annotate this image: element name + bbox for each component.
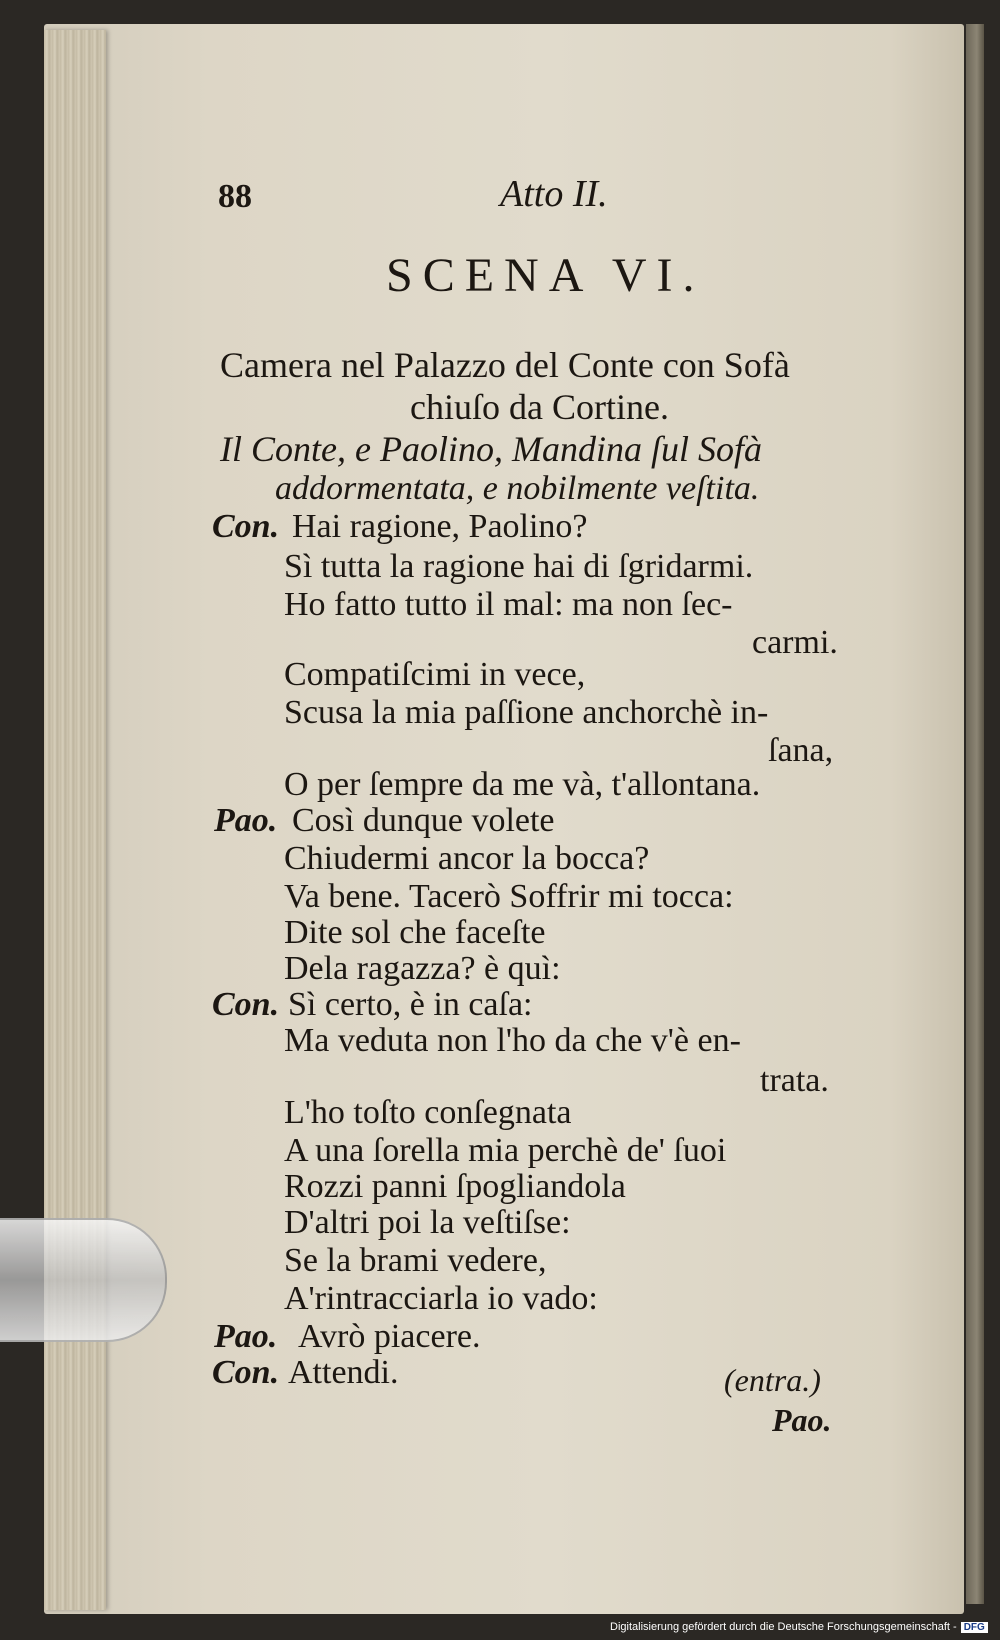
page-edges [44,30,106,1610]
setting-description-line2: chiuſo da Cortine. [410,387,669,427]
dialogue-line: Avrò piacere. [298,1318,481,1355]
dialogue-line: carmi. [752,624,838,661]
dialogue-line: Scusa la mia paſſione anchorchè in- [284,694,769,731]
catchword: Pao. [772,1402,832,1438]
speaker-label: Pao. [214,1318,278,1355]
page-clip [0,1218,167,1342]
dialogue-line: Sì tutta la ragione hai di ſgridarmi. [284,548,754,585]
dialogue-line: D'altri poi la veſtiſse: [284,1204,571,1241]
characters-line1: Il Conte, e Paolino, Mandina ſul Sofà [220,429,762,469]
dialogue-line: O per ſempre da me và, t'allontana. [284,766,761,803]
footer-credit [610,1621,990,1639]
footer-text: Digitalisierung gefördert durch die Deutsche Forschungsgemeinschaft - [610,1621,957,1633]
dialogue-line: A una ſorella mia perchè de' ſuoi [284,1132,727,1169]
act-heading: Atto II. [500,173,608,215]
scene-heading: SCENA VI. [386,249,705,302]
speaker-label: Con. [212,986,280,1023]
dialogue-line: Se la brami vedere, [284,1242,547,1279]
characters-line2: addormentata, e nobilmente veſtita. [275,470,760,507]
next-page-edge [966,24,984,1604]
dialogue-line: Ma veduta non l'ho da che v'è en- [284,1022,741,1059]
dialogue-line: Così dunque volete [292,802,555,839]
dialogue-line: trata. [760,1062,829,1099]
dialogue-line: L'ho toſto conſegnata [284,1094,572,1131]
speaker-label: Con. [212,508,280,545]
dialogue-line: Compatiſcimi in vece, [284,656,586,693]
dialogue-line: Va bene. Tacerò Soffrir mi tocca: [284,878,734,915]
dfg-logo: DFG [961,1622,988,1633]
stage-direction: (entra.) [724,1362,821,1398]
dialogue-line: Dite sol che faceſte [284,914,546,951]
dialogue-line: Attendi. [288,1354,399,1391]
dialogue-line: Hai ragione, Paolino? [292,508,588,545]
dialogue-line: A'rintracciarla io vado: [284,1280,598,1317]
dialogue-line: Rozzi panni ſpogliandola [284,1168,626,1205]
dialogue-line: ſana, [768,732,834,769]
speaker-label: Con. [212,1354,280,1391]
dialogue-line: Sì certo, è in caſa: [288,986,533,1023]
dialogue-line: Dela ragazza? è quì: [284,950,561,987]
speaker-label: Pao. [214,802,278,839]
dialogue-line: Ho fatto tutto il mal: ma non ſec- [284,586,733,623]
dialogue-line: Chiudermi ancor la bocca? [284,840,650,877]
setting-description-line1: Camera nel Palazzo del Conte con Sofà [220,345,790,385]
page-number: 88 [218,178,252,215]
